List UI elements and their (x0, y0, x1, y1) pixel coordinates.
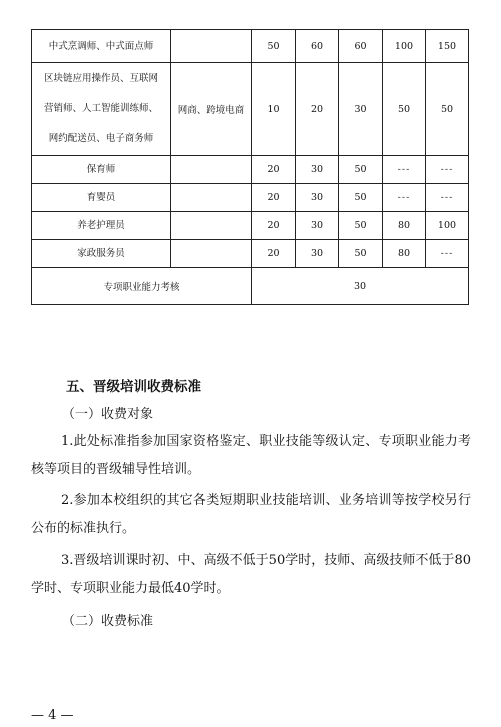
field-cell (171, 240, 252, 268)
table-row (32, 30, 469, 63)
fee-cell: 30 (296, 212, 339, 240)
occupation-cell (32, 156, 171, 184)
fee-cell: 50 (252, 30, 296, 63)
page-number: — 4 — (31, 708, 74, 723)
fee-cell: --- (426, 156, 469, 184)
fee-cell: 100 (383, 30, 426, 63)
fee-table (31, 29, 469, 305)
paragraph-2: 2.参加本校组织的其它各类短期职业技能培训、业务培训等按学校另行公布的标准执行。 (31, 493, 471, 536)
table-row (32, 212, 469, 240)
fee-table-body (32, 30, 469, 305)
fee-cell: 30 (296, 240, 339, 268)
fee-cell: 20 (252, 212, 296, 240)
occupation-line: 家政服务员 (77, 248, 125, 259)
field-cell (171, 30, 252, 63)
fee-cell: 60 (296, 30, 339, 63)
occupation-cell (32, 63, 171, 156)
fee-cell: 50 (383, 63, 426, 156)
fee-cell: 50 (339, 240, 383, 268)
occupation-line: 保育师 (86, 164, 116, 175)
fee-cell: 80 (383, 212, 426, 240)
fee-cell: --- (426, 240, 469, 268)
table-row (32, 156, 469, 184)
fee-cell: 100 (426, 212, 469, 240)
occupation-line: 营销师、人工智能训练师、 (43, 103, 158, 114)
field-cell (171, 156, 252, 184)
fee-cell: 30 (296, 184, 339, 212)
table-row-special (32, 268, 469, 305)
occupation-line: 中式烹调师、中式面点师 (48, 40, 154, 52)
fee-cell: 80 (383, 240, 426, 268)
fee-cell: 60 (339, 30, 383, 63)
fee-cell: 150 (426, 30, 469, 63)
fee-cell: 50 (339, 184, 383, 212)
fee-cell: 10 (252, 63, 296, 156)
fee-cell: 20 (252, 156, 296, 184)
table-row (32, 63, 469, 156)
fee-cell: 50 (339, 212, 383, 240)
fee-cell: --- (383, 184, 426, 212)
table-row (32, 240, 469, 268)
fee-cell: --- (426, 184, 469, 212)
paragraph-3: 3.晋级培训课时初、中、高级不低于50学时，技师、高级技师不低于80学时、专项职业能力最低40学时。 (31, 553, 471, 596)
fee-cell: 20 (296, 63, 339, 156)
table-row (32, 184, 469, 212)
occupation-cell (32, 30, 171, 63)
fee-cell: 20 (252, 184, 296, 212)
special-assessment-fee: 30 (252, 268, 469, 305)
occupation-cell (32, 240, 171, 268)
occupation-cell (32, 184, 171, 212)
fee-cell: 50 (426, 63, 469, 156)
fee-cell: 30 (339, 63, 383, 156)
field-cell: 网商、跨境电商 (171, 63, 252, 156)
fee-cell: 30 (296, 156, 339, 184)
fee-cell: 50 (339, 156, 383, 184)
sub-heading-charge-standard: （二）收费标准 (62, 614, 154, 629)
paragraph-1: 1.此处标准指参加国家资格鉴定、职业技能等级认定、专项职业能力考核等项目的晋级辅导性培训。 (31, 434, 471, 477)
occupation-line: 养老护理员 (77, 220, 125, 231)
occupation-cell (32, 212, 171, 240)
field-cell (171, 184, 252, 212)
section-heading: 五、晋级培训收费标准 (66, 379, 201, 395)
fee-cell: 20 (252, 240, 296, 268)
sub-heading-charge-target: （一）收费对象 (62, 407, 154, 422)
occupation-line: 育婴员 (86, 192, 116, 203)
occupation-line: 区块链应用操作员、互联网 (43, 73, 158, 84)
fee-cell: --- (383, 156, 426, 184)
special-assessment-label: 专项职业能力考核 (32, 268, 252, 305)
field-cell (171, 212, 252, 240)
occupation-line: 网约配送员、电子商务师 (48, 133, 154, 144)
